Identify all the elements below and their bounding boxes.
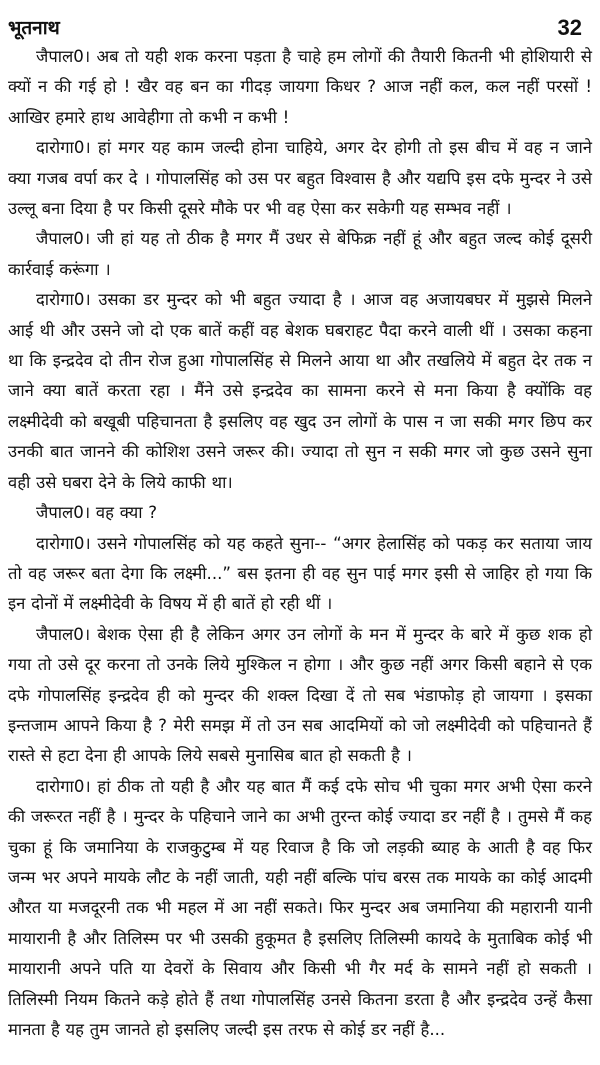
paragraph: जैपाल0। जी हां यह तो ठीक है मगर मैं उधर से बेफिक्र नहीं हूं और बहुत जल्द कोई दूसरी कार्रवाई करूंगा ।	[8, 229, 592, 279]
paragraph: दारोगा0। हां मगर यह काम जल्दी होना चाहिये, अगर देर होगी तो इस बीच में वह न जाने क्या गजब वर्पा कर दे । गोपालसिंह को उस पर बहुत विश्वास है और यद्यपि इस दफे मुन्दर ने उसे उल्लू बना दिया है पर किसी दूसरे मौके पर भी वह ऐसा कर सकेगी यह सम्भव नहीं ।	[8, 138, 592, 219]
running-title: भूतनाथ	[8, 17, 60, 39]
body-text	[8, 42, 592, 1045]
page-header	[8, 10, 592, 40]
paragraph: दारोगा0। उसने गोपालसिंह को यह कहते सुना-- “अगर हेलासिंह को पकड़ कर सताया जाय तो वह जरूर बता देगा कि लक्ष्मी...” बस इतना ही वह सुन पाई मगर इसी से जाहिर हो गया कि इन दोनों में लक्ष्मीदेवी के विषय में ही बातें हो रही थीं ।	[8, 533, 592, 614]
paragraph: दारोगा0। उसका डर मुन्दर को भी बहुत ज्यादा है । आज वह अजायबघर में मुझसे मिलने आई थी और उसने जो दो एक बातें कहीं वह बेशक घबराहट पैदा करने वाली थीं । उसका कहना था कि इन्द्रदेव दो तीन रोज हुआ गोपालसिंह से मिलने आया था और तखलिये में बहुत देर तक न जाने क्या बातें करता रहा । मैंने उसे इन्द्रदेव का सामना करने से मना किया है क्योंकि वह लक्ष्मीदेवी को बखूबी पहिचानता है इसलिए वह खुद उन लोगों के पास न जा सकी मगर छिप कर उनकी बात जानने की कोशिश उसने जरूर की। ज्यादा तो सुन न सकी मगर जो कुछ उसने सुना वही उसे घबरा देने के लिये काफी था।	[8, 290, 592, 492]
paragraph: जैपाल0। वह क्या ?	[36, 503, 158, 523]
paragraph: जैपाल0। अब तो यही शक करना पड़ता है चाहे हम लोगों की तैयारी कितनी भी होशियारी से क्यों न की गई हो ! खैर वह बन का गीदड़ जायगा किधर ? आज नहीं कल, कल नहीं परसों ! आखिर हमारे हाथ आवेहीगा तो कभी न कभी !	[8, 47, 592, 127]
page-number: 32	[557, 15, 582, 40]
paragraph: जैपाल0। बेशक ऐसा ही है लेकिन अगर उन लोगों के मन में मुन्दर के बारे में कुछ शक हो गया तो उसे दूर करना तो उनके लिये मुश्किल न होगा । और कुछ नहीं अगर किसी बहाने से एक दफे गोपालसिंह इन्द्रदेव ही को मुन्दर की शक्ल दिखा दें तो सब भंडाफोड़ हो जायगा । इसका इन्तजाम आपने किया है ? मेरी समझ में तो उन सब आदमियों को जो लक्ष्मीदेवी को पहिचानते हैं रास्ते से हटा देना ही आपके लिये सबसे मुनासिब बात हो सकती है ।	[8, 624, 592, 766]
paragraph: दारोगा0। हां ठीक तो यही है और यह बात मैं कई दफे सोच भी चुका मगर अभी ऐसा करने की जरूरत नहीं है । मुन्दर के पहिचाने जाने का अभी तुरन्त कोई ज्यादा डर नहीं है । तुमसे मैं कह चुका हूं कि जमानिया के राजकुटुम्ब में यह रिवाज है कि जो लड़की ब्याह के आती है वह फिर जन्म भर अपने मायके लौट के नहीं जाती, यही नहीं बल्कि पांच बरस तक मायके का कोई आदमी औरत या मजदूरनी तक भी महल में आ नहीं सकते। फिर मुन्दर अब जमानिया की महारानी यानी मायारानी है और तिलिस्म पर भी उसकी हुकूमत है इसलिए तिलिस्मी कायदे के मुताबिक कोई भी मायारानी अपने पति या देवरों के सिवाय और किसी भी गैर मर्द के सामने नहीं हो सकती । तिलिस्मी नियम कितने कड़े होते हैं तथा गोपालसिंह उनसे कितना डरता है और इन्द्रदेव उन्हें कैसा मानता है यह तुम जानते हो इसलिए जल्दी इस तरफ से कोई डर नहीं है...	[8, 776, 592, 1039]
